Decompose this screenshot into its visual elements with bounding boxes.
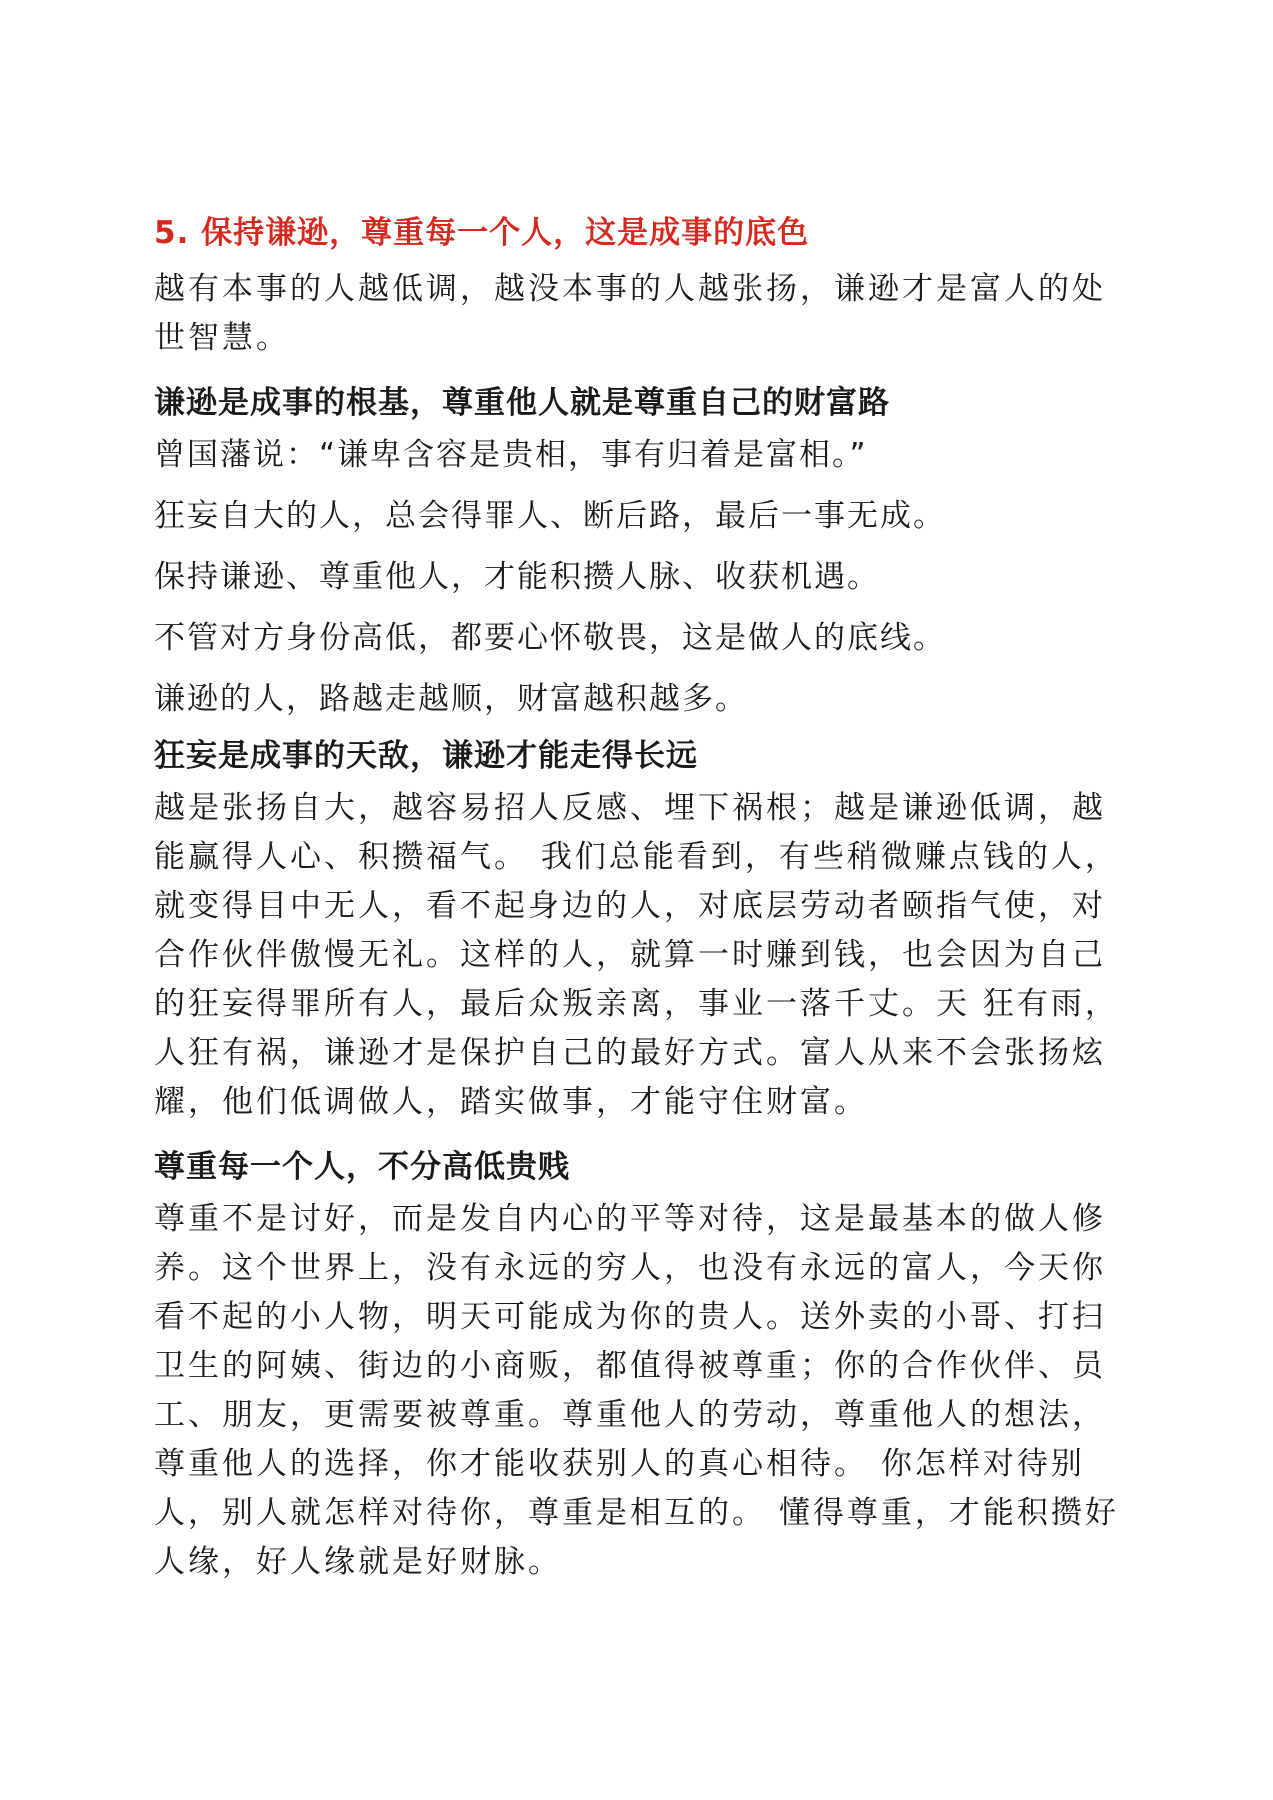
subheading-respect-everyone: 尊重每一个人，不分高低贵贱 — [154, 1149, 570, 1185]
body-paragraph: 越是张扬自大，越容易招人反感、埋下祸根；越是谦逊低调，越能赢得人心、积攒福气。 我们总能看到，有些稍微赚点钱的人，就变得目中无人，看不起身边的人，对底层劳动者颐指气使，对合作伙伴傲慢无礼。这样的人，就算一时赚到钱，也会因为自己的狂妄得罪所有人，最后众叛亲离，事业一落千丈。天 狂有雨，人狂有祸，谦逊才是保护自己的最好方式。富人从来不会张扬炫耀，他们低调做人，踏实做事，才能守住财富。 — [154, 790, 1119, 1120]
article-body — [154, 205, 1124, 1599]
text-line: 不管对方身份高低，都要心怀敬畏，这是做人的底线。 — [154, 620, 946, 656]
section-title: 5. 保持谦逊，尊重每一个人，这是成事的底色 — [154, 215, 810, 251]
body-paragraph: 尊重不是讨好，而是发自内心的平等对待，这是最基本的做人修养。这个世界上，没有永远的穷人，也没有永远的富人，今天你看不起的小人物，明天可能成为你的贵人。送外卖的小哥、打扫卫生的阿姨、街边的小商贩，都值得被尊重；你的合作伙伴、员工、朋友，更需要被尊重。尊重他人的劳动，尊重他人的想法，尊重他人的选择，你才能收获别人的真心相待。 你怎样对待别人，别人就怎样对待你，尊重是相互的。 懂得尊重，才能积攒好人缘，好人缘就是好财脉。 — [154, 1201, 1119, 1580]
text-line: 狂妄自大的人，总会得罪人、断后路，最后一事无成。 — [154, 498, 946, 534]
text-line: 谦逊的人，路越走越顺，财富越积越多。 — [154, 681, 748, 717]
text-line: 保持谦逊、尊重他人，才能积攒人脉、收获机遇。 — [154, 559, 880, 595]
intro-paragraph: 越有本事的人越低调，越没本事的人越张扬，谦逊才是富人的处世智慧。 — [154, 271, 1106, 356]
quote-line: 曾国藩说：“谦卑含容是贵相，事有归着是富相。” — [154, 437, 868, 473]
subheading-arrogance-enemy: 狂妄是成事的天敌，谦逊才能走得长远 — [154, 738, 698, 774]
subheading-humility-foundation: 谦逊是成事的根基，尊重他人就是尊重自己的财富路 — [154, 385, 890, 421]
